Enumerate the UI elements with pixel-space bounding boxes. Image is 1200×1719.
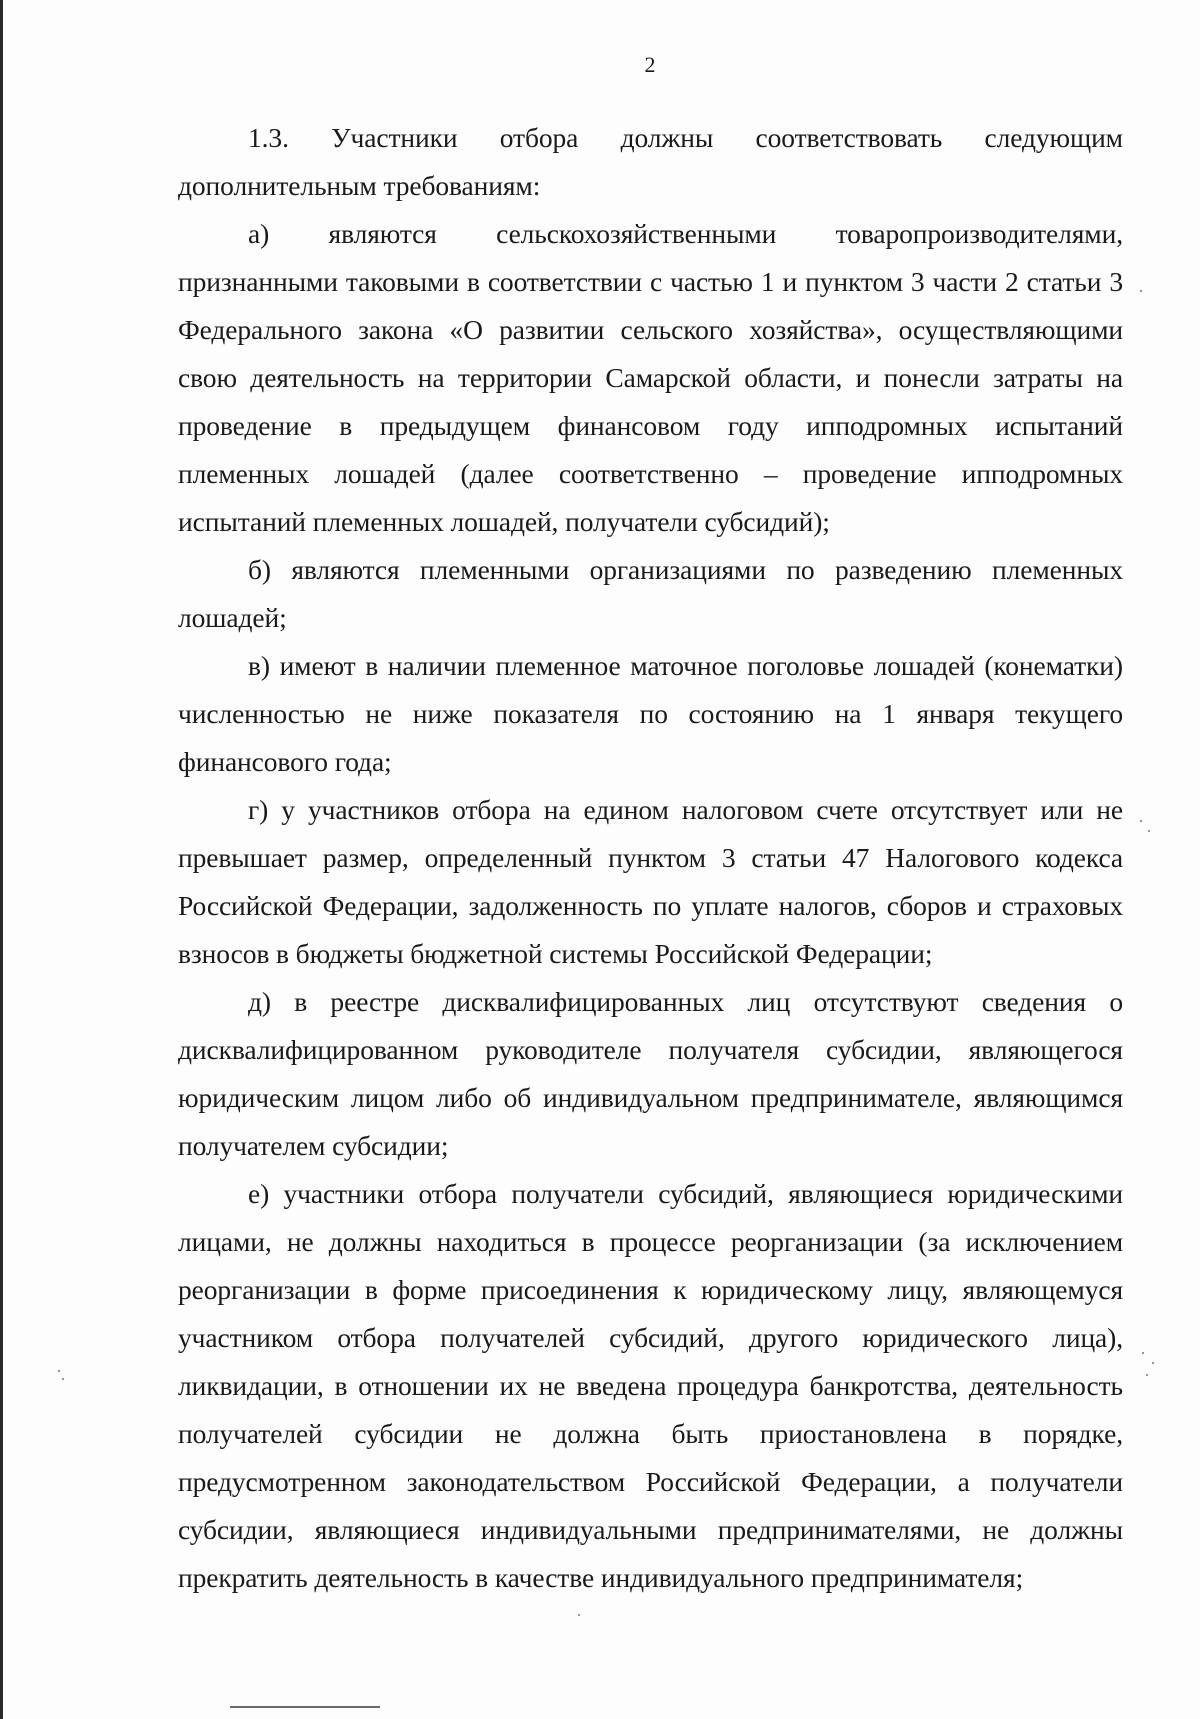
scan-bottom-rule (230, 1706, 380, 1708)
paragraph-a: а) являются сельскохозяйственными товаропроизводителями, признанными таковыми в соответствии с частью 1 и пунктом 3 части 2 статьи 3 Федерального закона «О развитии сельского хозяйства», осуществляющими свою деятельность на территории Самарской области, и понесли затраты на проведение в предыдущем финансовом году ипподромных испытаний племенных лошадей (далее соответственно – проведение ипподромных испытаний племенных лошадей, получатели субсидий); (178, 218, 1123, 537)
paragraph-g: г) у участников отбора на едином налоговом счете отсутствует или не превышает размер, определенный пунктом 3 статьи 47 Налогового кодекса Российской Федерации, задолженность по уплате налогов, сборов и страховых взносов в бюджеты бюджетной системы Российской Федерации; (178, 794, 1123, 969)
scan-speck (62, 1378, 64, 1380)
scan-speck (1140, 820, 1142, 822)
scan-speck (1146, 1374, 1148, 1376)
scan-left-edge (0, 0, 3, 1719)
page-number: 2 (644, 52, 656, 77)
paragraph-v: в) имеют в наличии племенное маточное поголовье лошадей (конематки) численностью не ниже показателя по состоянию на 1 января текущего финансового года; (178, 650, 1123, 777)
scan-speck (578, 1614, 580, 1616)
scan-speck (1140, 290, 1142, 292)
paragraph-b: б) являются племенными организациями по разведению племенных лошадей; (178, 554, 1123, 633)
paragraph-d: д) в реестре дисквалифицированных лиц отсутствуют сведения о дисквалифицированном руководителе получателя субсидии, являющегося юридическим лицом либо об индивидуальном предпринимателе, являющимся получателем субсидии; (178, 986, 1123, 1161)
scan-speck (1148, 830, 1150, 832)
paragraph-e: е) участники отбора получатели субсидий, являющиеся юридическими лицами, не должны находиться в процессе реорганизации (за исключением реорганизации в форме присоединения к юридическому лицу, являющемуся участником отбора получателей субсидий, другого юридического лица), ликвидации, в отношении их не введена процедура банкротства, деятельность получателей субсидии не должна быть приостановлена в порядке, предусмотренном законодательством Российской Федерации, а получатели субсидии, являющиеся индивидуальными предпринимателями, не должны прекратить деятельность в качестве индивидуального предпринимателя; (178, 1178, 1123, 1593)
paragraph-1-3: 1.3. Участники отбора должны соответствовать следующим дополнительным требованиям: (178, 122, 1123, 201)
scan-speck (1142, 1352, 1144, 1354)
scan-speck (58, 1370, 60, 1372)
scan-speck (1152, 1362, 1154, 1364)
document-body (178, 114, 1123, 1602)
